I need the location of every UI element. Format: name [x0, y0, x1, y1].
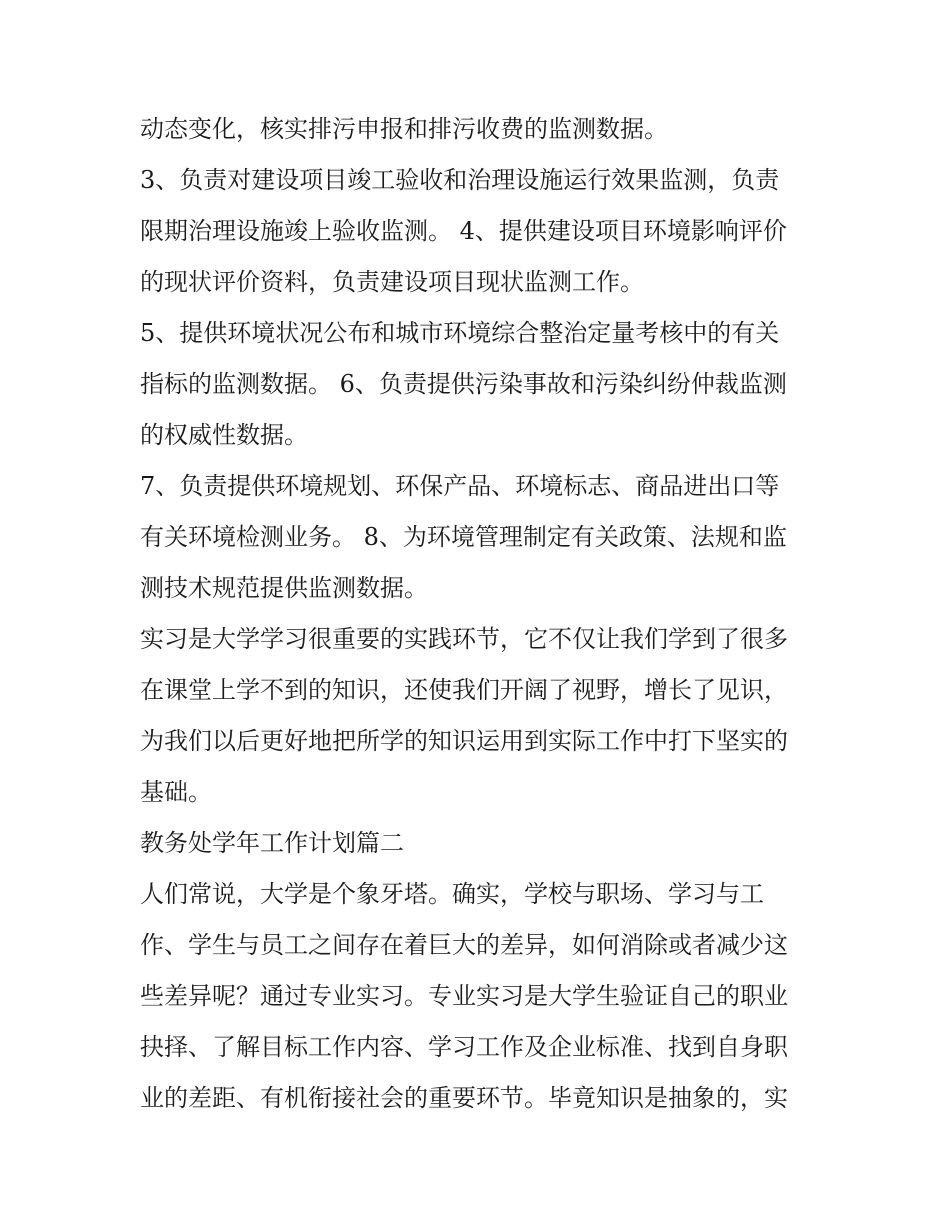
- text-line: 动态变化，核实排污申报和排污收费的监测数据。: [140, 115, 668, 143]
- text-line: 指标的监测数据。 6、负责提供污染事故和污染纠纷仲裁监测: [140, 370, 787, 398]
- text-line: 在课堂上学不到的知识，还使我们开阔了视野，增长了见识，: [140, 676, 788, 704]
- text-line: 的现状评价资料，负责建设项目现状监测工作。: [140, 268, 644, 296]
- document-body: [140, 104, 820, 1124]
- text-line: 基础。: [140, 778, 212, 806]
- section-heading: 教务处学年工作计划篇二: [140, 829, 404, 857]
- text-line: 人们常说，大学是个象牙塔。确实，学校与职场、学习与工: [140, 880, 764, 908]
- text-line: 有关环境检测业务。 8、为环境管理制定有关政策、法规和监: [140, 523, 787, 551]
- text-line: 为我们以后更好地把所学的知识运用到实际工作中打下坚实的: [140, 727, 788, 755]
- text-line: 的权威性数据。: [140, 421, 308, 449]
- text-line: 5、提供环境状况公布和城市环境综合整治定量考核中的有关: [140, 319, 780, 347]
- text-line: 抉择、了解目标工作内容、学习工作及企业标准、找到自身职: [140, 1033, 788, 1061]
- text-line: 3、负责对建设项目竣工验收和治理设施运行效果监测，负责: [140, 166, 780, 194]
- text-line: 限期治理设施竣上验收监测。 4、提供建设项目环境影响评价: [140, 217, 787, 245]
- text-line: 实习是大学学习很重要的实践环节，它不仅让我们学到了很多: [140, 625, 788, 653]
- text-line: 业的差距、有机衔接社会的重要环节。毕竟知识是抽象的，实: [140, 1084, 788, 1112]
- text-line: 测技术规范提供监测数据。: [140, 574, 428, 602]
- text-line: 些差异呢？通过专业实习。专业实习是大学生验证自己的职业: [140, 982, 788, 1010]
- text-line: 7、负责提供环境规划、环保产品、环境标志、商品进出口等: [140, 472, 780, 500]
- text-line: 作、学生与员工之间存在着巨大的差异，如何消除或者减少这: [140, 931, 788, 959]
